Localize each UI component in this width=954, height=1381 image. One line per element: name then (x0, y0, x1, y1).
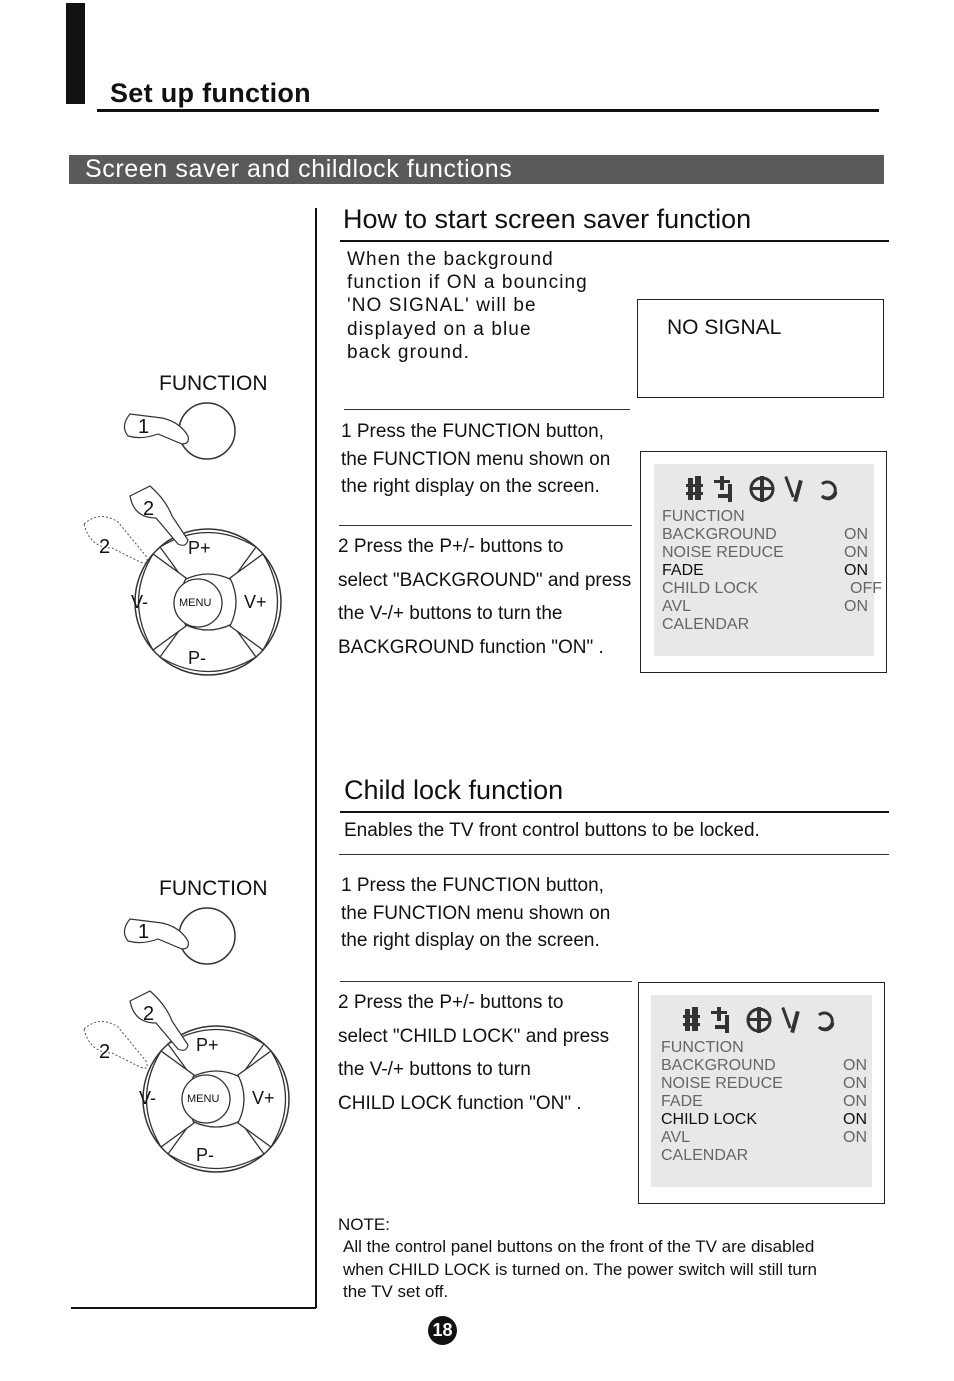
page-number: 18 (428, 1316, 457, 1345)
v-plus-label: V+ (252, 1088, 275, 1108)
menu-row: FUNCTION (661, 1039, 744, 1056)
menu-row: CALENDAR (662, 616, 750, 633)
function-menu-screen (638, 982, 885, 1204)
menu-row: AVL ON (662, 598, 868, 615)
v-minus-label: V- (131, 592, 149, 612)
hand-pointer-icon (124, 414, 188, 444)
step2-marker: 2 (143, 1003, 155, 1025)
menu-label: MENU (179, 597, 212, 609)
screensaver-heading-rule (340, 240, 889, 242)
childlock-heading: Child lock function (344, 775, 564, 805)
separator (340, 981, 632, 982)
screensaver-step2: 2 Press the P+/- buttons to select "BACKGROUND" and press the V-/+ buttons to turn the BACKGROUND function "ON" . (338, 536, 632, 658)
step2-marker: 2 (99, 536, 111, 558)
menu-row: BACKGROUND ON (662, 526, 868, 543)
p-minus-label: P- (188, 648, 206, 668)
screensaver-heading: How to start screen saver function (343, 204, 752, 234)
step1-marker: 1 (138, 416, 150, 438)
menu-row: FUNCTION (662, 508, 745, 525)
childlock-description: Enables the TV front control buttons to be locked. (344, 820, 760, 841)
separator (339, 525, 632, 526)
function-menu-screen (640, 451, 887, 673)
v-plus-label: V+ (244, 592, 267, 612)
p-plus-label: P+ (188, 538, 211, 558)
screensaver-step1: 1 Press the FUNCTION button, the FUNCTION menu shown on the right display on the screen. (341, 421, 611, 497)
separator (344, 409, 630, 410)
menu-icons (684, 472, 844, 506)
p-minus-label: P- (196, 1145, 214, 1165)
menu-row: NOISE REDUCE ON (661, 1075, 867, 1092)
title-rule (97, 109, 879, 112)
function-button-label: FUNCTION (159, 372, 268, 395)
function-button (179, 403, 235, 459)
function-button-label: FUNCTION (159, 877, 268, 900)
section-banner-label: Screen saver and childlock functions (85, 155, 513, 183)
menu-row: NOISE REDUCE ON (662, 544, 868, 561)
section-banner (69, 155, 884, 184)
hand-pointer-icon (130, 486, 188, 545)
header-bar (66, 3, 85, 104)
step2-marker: 2 (99, 1041, 111, 1063)
menu-row: BACKGROUND ON (661, 1057, 867, 1074)
childlock-step1: 1 Press the FUNCTION button, the FUNCTION menu shown on the right display on the screen. (341, 875, 611, 951)
menu-icons (681, 1003, 841, 1037)
hand-pointer-ghost-icon (84, 1021, 147, 1068)
hand-pointer-ghost-icon (84, 516, 147, 563)
menu-row: CHILD LOCK OFF (662, 580, 882, 597)
separator (339, 854, 889, 855)
column-divider (315, 208, 317, 1308)
step2-marker: 2 (143, 498, 155, 520)
step1-marker: 1 (138, 921, 150, 943)
page-title: Set up function (110, 78, 311, 108)
no-signal-screen (637, 299, 884, 398)
menu-row: FADE ON (661, 1093, 867, 1110)
v-minus-label: V- (139, 1088, 157, 1108)
hand-pointer-icon (130, 991, 188, 1050)
note-title: NOTE: (338, 1215, 390, 1234)
screensaver-description: When the background function if ON a bouncing 'NO SIGNAL' will be displayed on a blue back ground. (347, 249, 588, 363)
childlock-step2: 2 Press the P+/- buttons to select "CHILD LOCK" and press the V-/+ buttons to turn CHILD LOCK function "ON" . (338, 992, 610, 1114)
menu-row: CALENDAR (661, 1147, 749, 1164)
note-text: All the control panel buttons on the front of the TV are disabled when CHILD LOCK is turned on. The power switch will still turn the TV set off. (343, 1237, 817, 1301)
childlock-heading-rule (340, 811, 889, 813)
menu-row: CHILD LOCK ON (661, 1111, 867, 1128)
function-button (179, 908, 235, 964)
hand-pointer-icon (124, 919, 188, 949)
p-plus-label: P+ (196, 1035, 219, 1055)
no-signal-text: NO SIGNAL (667, 316, 782, 339)
menu-label: MENU (187, 1093, 220, 1105)
bottom-rule (71, 1307, 316, 1309)
menu-row: AVL ON (661, 1129, 867, 1146)
menu-row: FADE ON (662, 562, 868, 579)
